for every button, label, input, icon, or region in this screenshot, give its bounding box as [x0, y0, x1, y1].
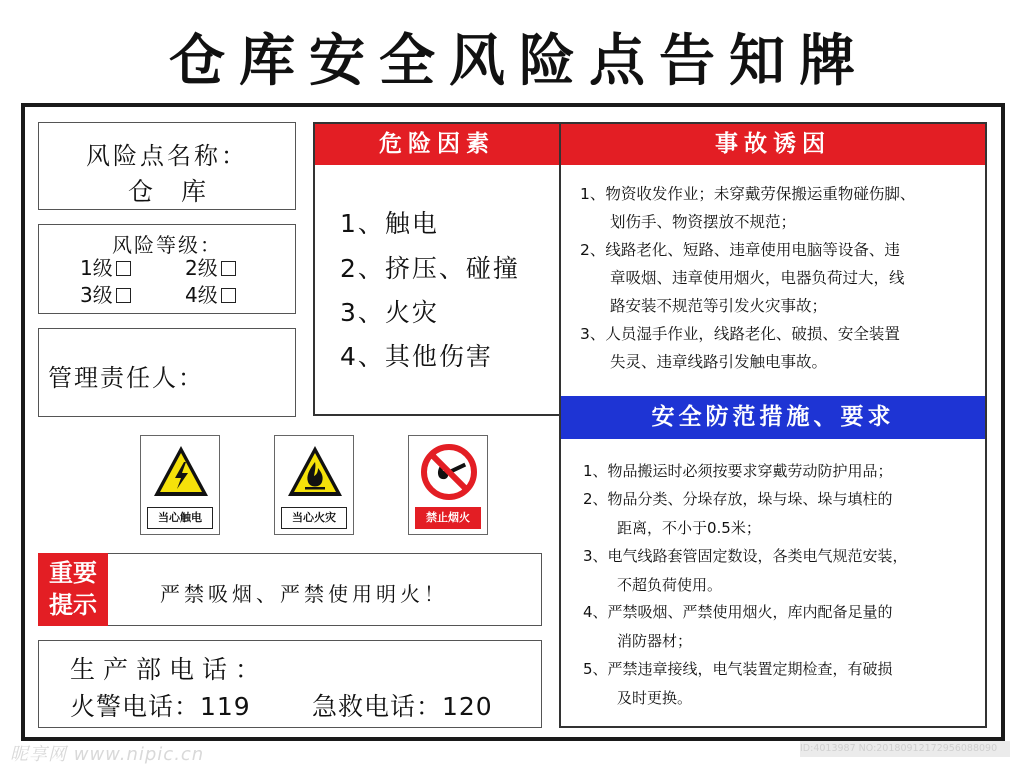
- hazard-item: 1、触电: [340, 209, 439, 238]
- text-line: 距离，不小于0.5米；: [617, 518, 761, 537]
- risk-level-option-label: 4级: [185, 283, 218, 307]
- checkbox[interactable]: [116, 261, 131, 276]
- sign-caption: 当心触电: [147, 507, 213, 529]
- risk-level-option[interactable]: [185, 255, 236, 281]
- hazard-item: 2、挤压、碰撞: [340, 254, 520, 283]
- text-line: 划伤手、物资摆放不规范；: [610, 213, 797, 231]
- checkbox[interactable]: [221, 261, 236, 276]
- accident-cause-item: [580, 236, 972, 320]
- sign-caption: 禁止烟火: [415, 507, 481, 529]
- risk-level-option-label: 2级: [185, 256, 218, 280]
- page-title: 仓库安全风险点告知牌: [169, 29, 869, 94]
- badge-line: 重要: [49, 559, 97, 587]
- no-fire-prohibition-icon: [419, 442, 479, 502]
- safety-measure-item: [583, 655, 975, 712]
- text-line: 章吸烟、违章使用烟火，电器负荷过大，线: [610, 269, 905, 287]
- risk-level-option[interactable]: [80, 255, 131, 281]
- accident-causes-header: 事故诱因: [561, 124, 985, 165]
- text-line: 路安装不规范等引发火灾事故；: [610, 297, 828, 315]
- hazard-item: 4、其他伤害: [340, 342, 493, 371]
- safety-measure-item: [583, 542, 975, 599]
- risk-point-label: 风险点名称：: [86, 142, 248, 170]
- checkbox[interactable]: [116, 288, 131, 303]
- text-line: 及时更换。: [617, 688, 693, 707]
- manager-label: 管理责任人：: [48, 364, 204, 392]
- watermark-right: ID:4013987 NO:20180912172956088090: [800, 741, 1010, 757]
- risk-level-label: 风险等级：: [112, 233, 222, 257]
- risk-point-value: 仓 库: [128, 177, 216, 206]
- text-line: 2、线路老化、短路、违章使用电脑等设备、违: [580, 241, 900, 259]
- accident-cause-item: [580, 320, 972, 376]
- text-line: 2、物品分类、分垛存放，垛与垛、垛与填柱的: [583, 490, 893, 508]
- risk-level-option-label: 1级: [80, 256, 113, 280]
- safety-measure-item: [583, 485, 975, 542]
- hazards-header: 危险因素: [315, 124, 559, 165]
- fire-alarm-phone: 火警电话：119: [70, 692, 251, 721]
- accident-cause-item: [580, 180, 972, 236]
- risk-level-option[interactable]: [185, 282, 236, 308]
- text-line: 3、电气线路套管固定数设，各类电气规范安装，: [583, 547, 908, 565]
- prohibition-sign-no-fire: [408, 435, 488, 535]
- hazard-item: 3、火灾: [340, 298, 439, 327]
- fire-warning-icon: [285, 442, 345, 502]
- text-line: 4、严禁吸烟、严禁使用烟火，库内配备足量的: [583, 603, 893, 621]
- text-line: 消防器材；: [617, 631, 693, 650]
- safety-measure-item: [583, 598, 975, 655]
- badge-line: 提示: [49, 591, 97, 619]
- risk-level-option[interactable]: [80, 282, 131, 308]
- watermark-left: 昵享网 www.nipic.cn: [10, 744, 205, 765]
- warning-sign-fire: [274, 435, 354, 535]
- important-notice-badge: [38, 553, 108, 626]
- text-line: 5、严禁违章接线，电气装置定期检查，有破损: [583, 660, 893, 678]
- production-dept-phone: 生产部电话：: [70, 655, 269, 684]
- electric-shock-warning-icon: [151, 442, 211, 502]
- safety-measures-header: 安全防范措施、要求: [561, 396, 985, 439]
- text-line: 不超负荷使用。: [617, 575, 723, 594]
- checkbox[interactable]: [221, 288, 236, 303]
- emergency-phone: 急救电话：120: [312, 692, 493, 721]
- warning-sign-electric: [140, 435, 220, 535]
- important-notice-text: 严禁吸烟、严禁使用明火！: [160, 582, 448, 606]
- text-line: 1、物品搬运时必须按要求穿戴劳动防护用品；: [583, 462, 893, 480]
- text-line: 失灵、违章线路引发触电事故。: [610, 353, 828, 371]
- text-line: 1、物资收发作业；未穿戴劳保搬运重物碰伤脚、: [580, 185, 916, 203]
- safety-measure-item: [583, 457, 975, 486]
- sign-caption: 当心火灾: [281, 507, 347, 529]
- risk-level-option-label: 3级: [80, 283, 113, 307]
- text-line: 3、人员湿手作业，线路老化、破损、安全装置: [580, 325, 900, 343]
